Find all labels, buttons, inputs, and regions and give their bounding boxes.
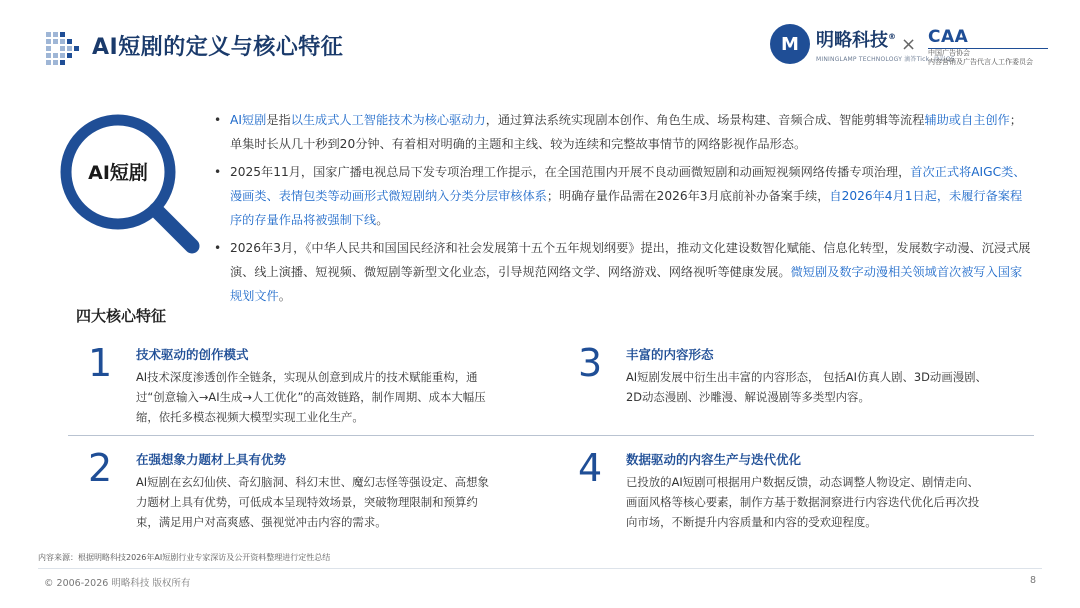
page-number: 8 — [1030, 575, 1037, 586]
bullet-text: ；明确存量作品需在2026年3月底前补办备案手续， — [546, 189, 830, 203]
caa-logo-subtitle-2: 内容营销及广告代言人工作委员会 — [928, 58, 1033, 66]
feature-title: 在强想象力题材上具有优势 — [136, 452, 287, 467]
caa-logo — [928, 27, 1048, 67]
feature-2 — [88, 446, 498, 532]
caa-logo-mark: CAA — [928, 27, 969, 47]
definition-bullet — [214, 160, 1032, 232]
feature-1 — [88, 341, 498, 427]
feature-text: AI技术深度渗透创作全链条，实现从创意到成片的技术赋能重构，通过“创意输入→AI生成→人工优化”的高效链路，制作周期、成本大幅压缩，依托多模态视频大模型实现工业化生产。 — [136, 370, 486, 424]
feature-number: 4 — [578, 446, 603, 490]
mingle-logo-mark: M — [770, 24, 810, 64]
bullet-text: 是指 — [266, 113, 291, 127]
definition-bullets — [214, 108, 1032, 312]
highlighted-text: 辅助或自主创作 — [924, 113, 1010, 127]
feature-3 — [578, 341, 988, 407]
feature-number: 3 — [578, 341, 603, 385]
magnifier-label: AI短剧 — [88, 162, 148, 184]
highlighted-text: 以生成式人工智能技术为核心驱动力 — [290, 113, 486, 127]
feature-divider — [68, 435, 1034, 436]
bullet-text: ，通过算法系统实现剧本创作、角色生成、场景构建、音频合成、智能剪辑等流程 — [485, 113, 925, 127]
highlighted-text: 自2026年4月1日起，未履行备案程序的存量作品将被强制下线 — [230, 189, 1023, 227]
bullet-text: 2025年11月，国家广播电视总局下发专项治理工作提示，在全国范围内开展不良动画微短剧和动画短视频网络传播专项治理， — [230, 165, 911, 179]
copyright: © 2006-2026 明略科技 版权所有 — [44, 578, 191, 589]
highlighted-text: AI短剧 — [230, 113, 267, 127]
logo-cross-icon: × — [901, 34, 917, 55]
feature-text: AI短剧发展中衍生出丰富的内容形态， 包括AI仿真人剧、3D动画漫剧、2D动态漫剧、沙雕漫、解说漫剧等多类型内容。 — [626, 370, 987, 404]
highlighted-text: 微短剧及数字动漫相关领域首次被写入国家规划文件 — [230, 265, 1023, 303]
page-title: AI短剧的定义与核心特征 — [92, 35, 344, 60]
highlighted-text: 首次正式将AIGC类、漫画类、表情包类等动画形式微短剧纳入分类分层审核体系 — [230, 165, 1026, 203]
feature-title: 丰富的内容形态 — [626, 347, 714, 362]
content-source: 内容来源：根据明略科技2026年AI短剧行业专家深访及公开资料整理进行定性总结 — [38, 553, 331, 562]
bullet-text: 。 — [376, 213, 389, 227]
feature-text: AI短剧在玄幻仙侠、奇幻脑洞、科幻末世、魔幻志怪等强设定、高想象力题材上具有优势，可低成本呈现特效场景，突破物理限制和预算约束，满足用户对高爽感、强视觉冲击内容的需求。 — [136, 475, 489, 529]
definition-bullet — [214, 108, 1032, 156]
section-title: 四大核心特征 — [76, 307, 167, 325]
feature-text: 已投放的AI短剧可根据用户数据反馈，动态调整人物设定、剧情走向、画面风格等核心要素，制作方基于数据洞察进行内容迭代优化后再次投向市场，不断提升内容质量和内容的受欢迎程度。 — [626, 475, 980, 529]
feature-title: 数据驱动的内容生产与迭代优化 — [626, 452, 802, 467]
feature-number: 1 — [88, 341, 113, 385]
caa-logo-subtitle-1: 中国广告协会 — [928, 49, 970, 57]
bullet-text: 。 — [278, 289, 291, 303]
feature-4 — [578, 446, 988, 532]
header-dots-icon — [44, 30, 84, 70]
feature-title: 技术驱动的创作模式 — [136, 347, 249, 362]
mingle-logo-name: 明略科技® — [816, 29, 896, 51]
definition-bullet — [214, 236, 1032, 308]
mingle-logo-subtitle: MININGLAMP TECHNOLOGY 滴答Tick, 沙岩Q5 — [816, 55, 955, 63]
bullet-text: 2026年3月，《中华人民共和国国民经济和社会发展第十五个五年规划纲要》提出，推动文化建设数智化赋能、信息化转型，发展数字动漫、沉浸式展演、线上演播、短视频、微短剧等新型文化业态，引导规范网络文学、网络游戏、网络视听等健康发展。 — [230, 241, 1031, 279]
footer-divider — [38, 568, 1042, 569]
bullet-text: ；单集时长从几十秒到20分钟、有着相对明确的主题和主线、较为连续和完整故事情节的网络影视作品形态。 — [230, 113, 1022, 151]
feature-number: 2 — [88, 446, 113, 490]
